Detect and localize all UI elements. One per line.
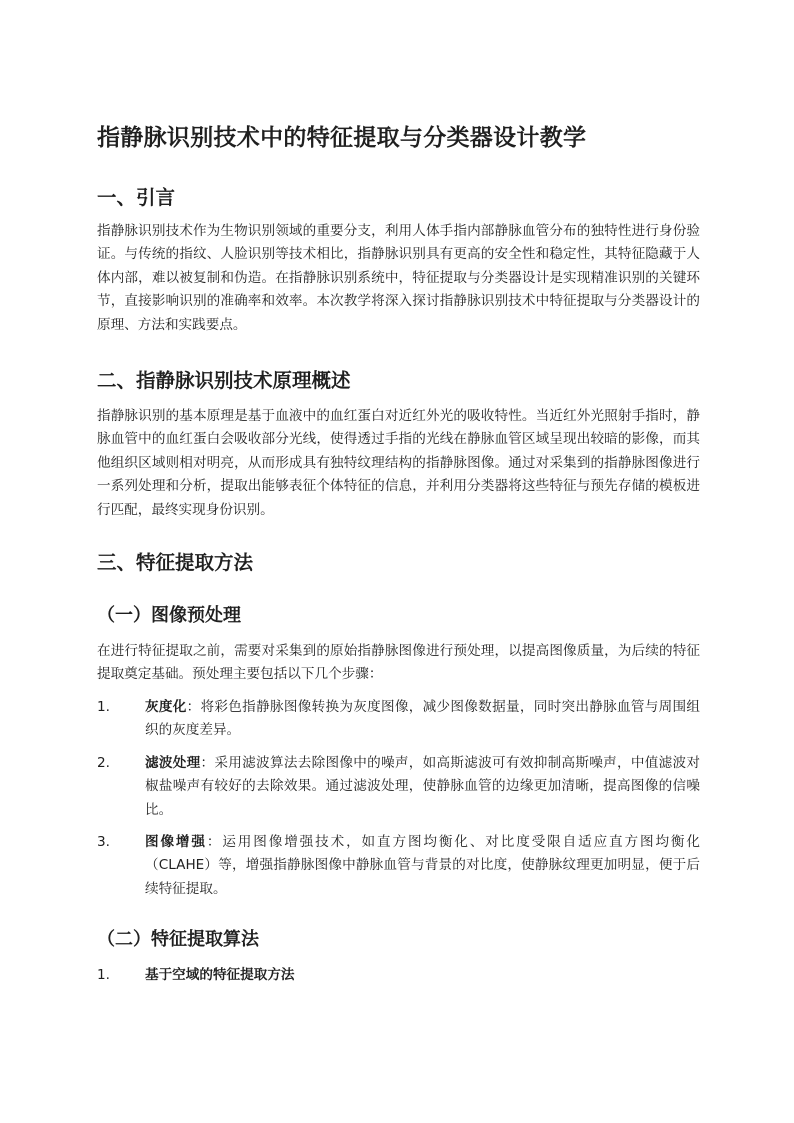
list-item-body <box>145 696 700 743</box>
preprocessing-paragraph: 在进行特征提取之前，需要对采集到的原始指静脉图像进行预处理，以提高图像质量，为后续的特征提取奠定基础。预处理主要包括以下几个步骤： <box>97 643 700 683</box>
list-item-text: ：将彩色指静脉图像转换为灰度图像，减少图像数据量，同时突出静脉血管与周围组织的灰度差异。 <box>145 699 701 739</box>
list-number: 2. <box>97 755 110 771</box>
list-number: 3. <box>97 834 110 850</box>
list-item-text: ：运用图像增强技术，如直方图均衡化、对比度受限自适应直方图均衡化（CLAHE）等，增强指静脉图像中静脉血管与背景的对比度，使静脉纹理更加明显，便于后续特征提取。 <box>145 834 700 897</box>
list-item-body <box>145 752 700 822</box>
list-item-body <box>145 964 700 987</box>
introduction-paragraph: 指静脉识别技术作为生物识别领域的重要分支，利用人体手指内部静脉血管分布的独特性进行身份验证。与传统的指纹、人脸识别等技术相比，指静脉识别具有更高的安全性和稳定性，其特征隐藏于人体内部，难以被复制和伪造。在指静脉识别系统中，特征提取与分类器设计是实现精准识别的关键环节，直接影响识别的准确率和效率。本次教学将深入探讨指静脉识别技术中特征提取与分类器设计的原理、方法和实践要点。 <box>97 223 700 333</box>
section-heading-introduction: 一、引言 <box>97 186 176 209</box>
list-item-text: ：采用滤波算法去除图像中的噪声，如高斯滤波可有效抑制高斯噪声，中值滤波对椒盐噪声有较好的去除效果。通过滤波处理，使静脉血管的边缘更加清晰，提高图像的信噪比。 <box>145 755 700 818</box>
list-item-body <box>145 831 700 901</box>
subsection-heading-algorithms: （二）特征提取算法 <box>97 929 259 950</box>
section-heading-principle: 二、指静脉识别技术原理概述 <box>97 369 351 392</box>
list-item-term: 灰度化 <box>145 699 187 715</box>
list-item-term: 图像增强 <box>145 834 207 850</box>
list-item-term: 基于空域的特征提取方法 <box>145 967 295 983</box>
section-heading-feature-extraction: 三、特征提取方法 <box>97 551 254 574</box>
list-number: 1. <box>97 967 110 983</box>
list-number: 1. <box>97 699 110 715</box>
subsection-heading-preprocessing: （一）图像预处理 <box>97 605 241 626</box>
principle-paragraph: 指静脉识别的基本原理是基于血液中的血红蛋白对近红外光的吸收特性。当近红外光照射手指时，静脉血管中的血红蛋白会吸收部分光线，使得透过手指的光线在静脉血管区域呈现出较暗的影像，而其他组织区域则相对明亮，从而形成具有独特纹理结构的指静脉图像。通过对采集到的指静脉图像进行一系列处理和分析，提取出能够表征个体特征的信息，并利用分类器将这些特征与预先存储的模板进行匹配，最终实现身份识别。 <box>97 408 700 518</box>
document-title: 指静脉识别技术中的特征提取与分类器设计教学 <box>97 125 587 151</box>
list-item-term: 滤波处理 <box>145 755 201 771</box>
